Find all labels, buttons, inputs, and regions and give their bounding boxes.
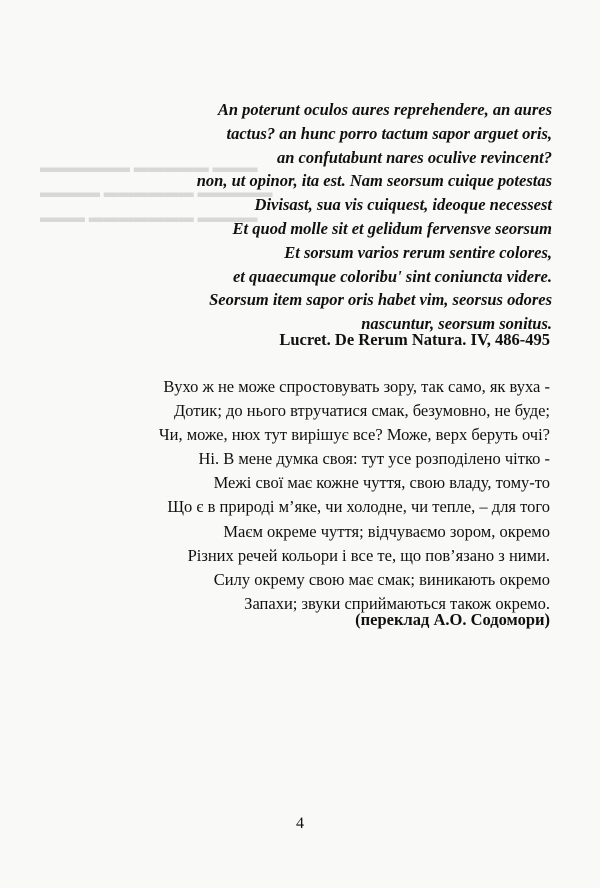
translation-line: Запахи; звуки сприймаються також окремо. [244, 593, 550, 613]
translation-line: Що є в природі м’яке, чи холодне, чи тепле, – для того [167, 497, 550, 517]
translation-line: Межі свої має кожне чуття, свою владу, тому-то [213, 473, 550, 493]
translation-line: Різних речей кольори і все те, що пов’язано з ними. [187, 545, 550, 565]
translator-credit: (переклад А.О. Содомори) [355, 610, 550, 629]
translation-line: Вухо ж не може спростовувать зору, так само, як вуха - [163, 377, 550, 396]
latin-line: et quaecumque coloribu' sint coniuncta videre. [232, 266, 552, 286]
latin-line: Divisast, sua vis cuiquest, ideoque necessest [254, 195, 552, 215]
latin-line: Et quod molle sit et gelidum fervensve seorsum [232, 218, 552, 238]
translation-line: Ні. В мене думка своя: тут усе розподілено чітко - [198, 449, 550, 469]
bleed-through-text: ▬▬▬▬▬ ▬▬▬▬▬▬ ▬▬▬▬ [40, 185, 273, 201]
translation-line: Дотик; до нього втручатися смак, безумовно, не буде; [173, 401, 550, 421]
latin-poem [92, 98, 552, 336]
ukrainian-translation [50, 375, 550, 616]
latin-line: An poterunt oculos aures reprehendere, an aures [217, 100, 552, 119]
latin-source-citation: Lucret. De Rerum Natura. IV, 486-495 [279, 330, 550, 349]
translation-line: Чи, може, нюх тут вирішує все? Може, верх беруть очі? [158, 425, 550, 445]
page-number: 4 [296, 815, 304, 832]
translation-line: Маєм окреме чуття; відчуваємо зором, окремо [223, 521, 550, 541]
latin-line: non, ut opinor, ita est. Nam seorsum cuique potestas [196, 171, 552, 191]
latin-line: Seorsum item sapor oris habet vim, seorsus odores [209, 290, 552, 310]
bleed-through-text: ▬▬▬▬ ▬▬▬▬▬▬▬ ▬▬▬ [40, 210, 258, 226]
latin-line: tactus? an hunc porro tactum sapor arguet oris, [226, 123, 552, 143]
translation-line: Силу окрему свою має смак; виникають окремо [213, 569, 550, 589]
latin-line: an confutabunt nares oculive revincent? [276, 147, 552, 167]
latin-line: Et sorsum varios rerum sentire colores, [284, 242, 552, 262]
latin-line: nascuntur, seorsum sonitus. [361, 314, 552, 334]
bleed-through-text: ▬▬▬ ▬▬▬▬▬ ▬▬▬▬▬▬ [40, 160, 258, 176]
